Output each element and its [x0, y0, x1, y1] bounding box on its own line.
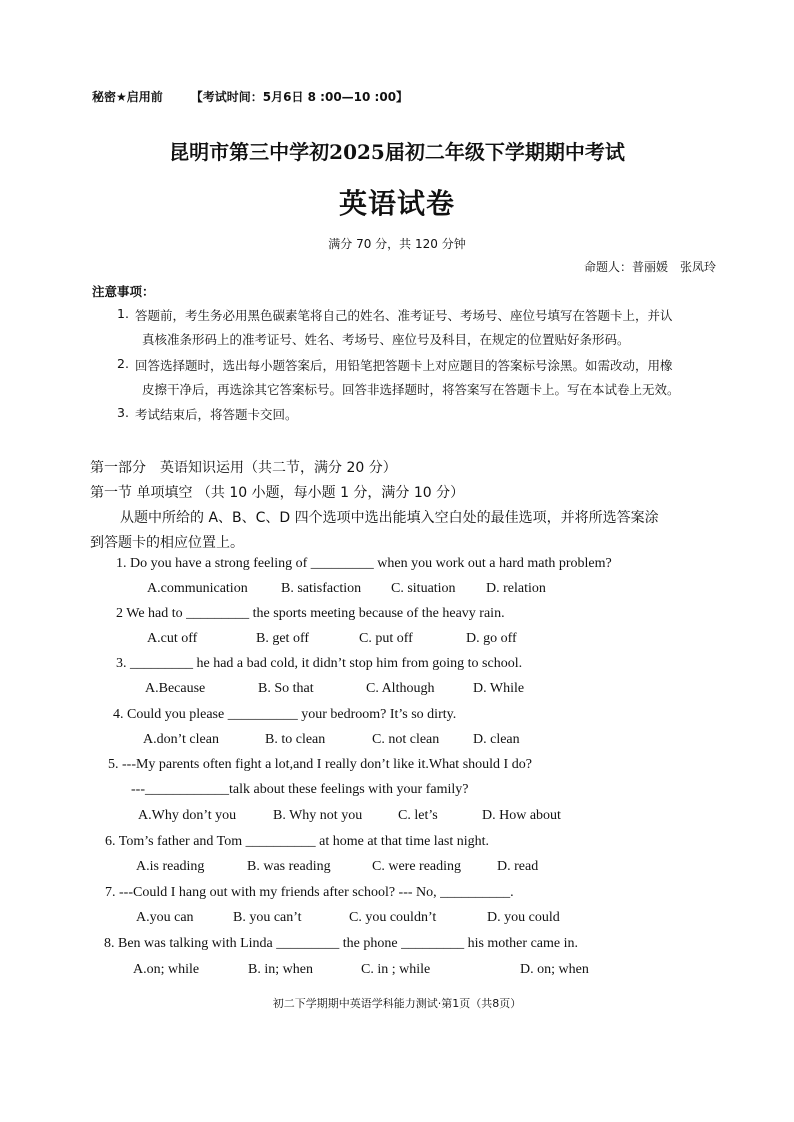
note-line: 真核准条形码上的准考证号、姓名、考场号、座位号及科目，在规定的位置贴好条形码。 [142, 332, 630, 347]
option-c: C. not clean [372, 732, 440, 747]
option-d: D. on; when [520, 962, 589, 977]
section1-heading: 第一节 单项填空 （共 10 小题，每小题 1 分，满分 10 分） [90, 485, 465, 501]
option-a: A.don’t clean [143, 732, 219, 747]
note-number: 2. [117, 356, 129, 371]
option-b: B. Why not you [273, 808, 363, 823]
option-d: D. read [497, 859, 539, 874]
score-info: 满分 70 分，共 120 分钟 [328, 237, 466, 251]
part1-heading: 第一部分 英语知识运用（共二节，满分 20 分） [90, 460, 397, 476]
option-c: C. situation [391, 581, 456, 596]
option-c: C. in ; while [361, 962, 431, 977]
option-a: A.Why don’t you [138, 808, 237, 823]
instruction: 到答题卡的相应位置上。 [90, 535, 244, 551]
option-b: B. get off [256, 631, 310, 646]
exam-time: 【考试时间：5月6日 8 :00—10 :00】 [190, 90, 409, 104]
note-line: 回答选择题时，选出每小题答案后，用铅笔把答题卡上对应题目的答案标号涂黑。如需改动，用橡 [135, 358, 673, 373]
question-text: 6. Tom’s father and Tom __________ at home at that time last night. [105, 834, 490, 849]
option-a: A.you can [136, 910, 194, 925]
note-number: 3. [117, 405, 129, 420]
option-c: C. you couldn’t [349, 910, 437, 925]
option-a: A.communication [147, 581, 248, 596]
instruction: 从题中所给的 A、B、C、D 四个选项中选出能填入空白处的最佳选项，并将所选答案涂 [120, 510, 659, 526]
exam-header [92, 88, 408, 105]
note-number: 1. [117, 306, 129, 321]
option-a: A.Because [145, 681, 206, 696]
option-d: D. go off [466, 631, 517, 646]
option-c: C. were reading [372, 859, 462, 874]
authors: 命题人：普丽媛 张凤玲 [583, 260, 716, 274]
option-a: A.on; while [133, 962, 200, 977]
option-d: D. relation [486, 581, 546, 596]
option-d: D. How about [482, 808, 561, 823]
note-line: 皮擦干净后，再选涂其它答案标号。回答非选择题时，将答案写在答题卡上。写在本试卷上无效。 [142, 382, 680, 397]
option-a: A.is reading [136, 859, 205, 874]
question-text: 8. Ben was talking with Linda _________ the phone _________ his mother came in. [104, 936, 578, 951]
option-c: C. let’s [398, 808, 438, 823]
option-b: B. you can’t [233, 910, 302, 925]
option-d: D. While [473, 681, 525, 696]
question-text: 3. _________ he had a bad cold, it didn’t stop him from going to school. [116, 656, 523, 671]
exam-title: 昆明市第三中学初2025届初二年级下学期期中考试 [169, 140, 625, 164]
option-c: C. put off [359, 631, 413, 646]
question-text: 4. Could you please __________ your bedroom? It’s so dirty. [113, 707, 457, 722]
option-a: A.cut off [147, 631, 198, 646]
notes-heading: 注意事项： [92, 284, 155, 299]
question-text: 7. ---Could I hang out with my friends after school? --- No, __________. [105, 885, 514, 900]
option-b: B. to clean [265, 732, 326, 747]
question-text: 2 We had to _________ the sports meeting because of the heavy rain. [116, 606, 505, 621]
note-line: 答题前，考生务必用黑色碳素笔将自己的姓名、准考证号、考场号、座位号填写在答题卡上，并认 [135, 308, 673, 323]
subject-title: 英语试卷 [338, 187, 455, 220]
secret-label: 秘密★启用前 [92, 90, 163, 104]
note-line: 考试结束后，将答题卡交回。 [135, 407, 298, 422]
option-b: B. satisfaction [281, 581, 362, 596]
question-text: ---____________talk about these feelings with your family? [131, 782, 469, 797]
option-b: B. in; when [248, 962, 313, 977]
option-d: D. you could [487, 910, 560, 925]
option-b: B. was reading [247, 859, 331, 874]
question-text: 1. Do you have a strong feeling of _________ when you work out a hard math problem? [116, 556, 612, 571]
option-c: C. Although [366, 681, 435, 696]
question-text: 5. ---My parents often fight a lot,and I really don’t like it.What should I do? [108, 757, 532, 772]
option-d: D. clean [473, 732, 520, 747]
option-b: B. So that [258, 681, 314, 696]
page-footer: 初二下学期期中英语学科能力测试·第1页（共8页） [272, 997, 522, 1010]
